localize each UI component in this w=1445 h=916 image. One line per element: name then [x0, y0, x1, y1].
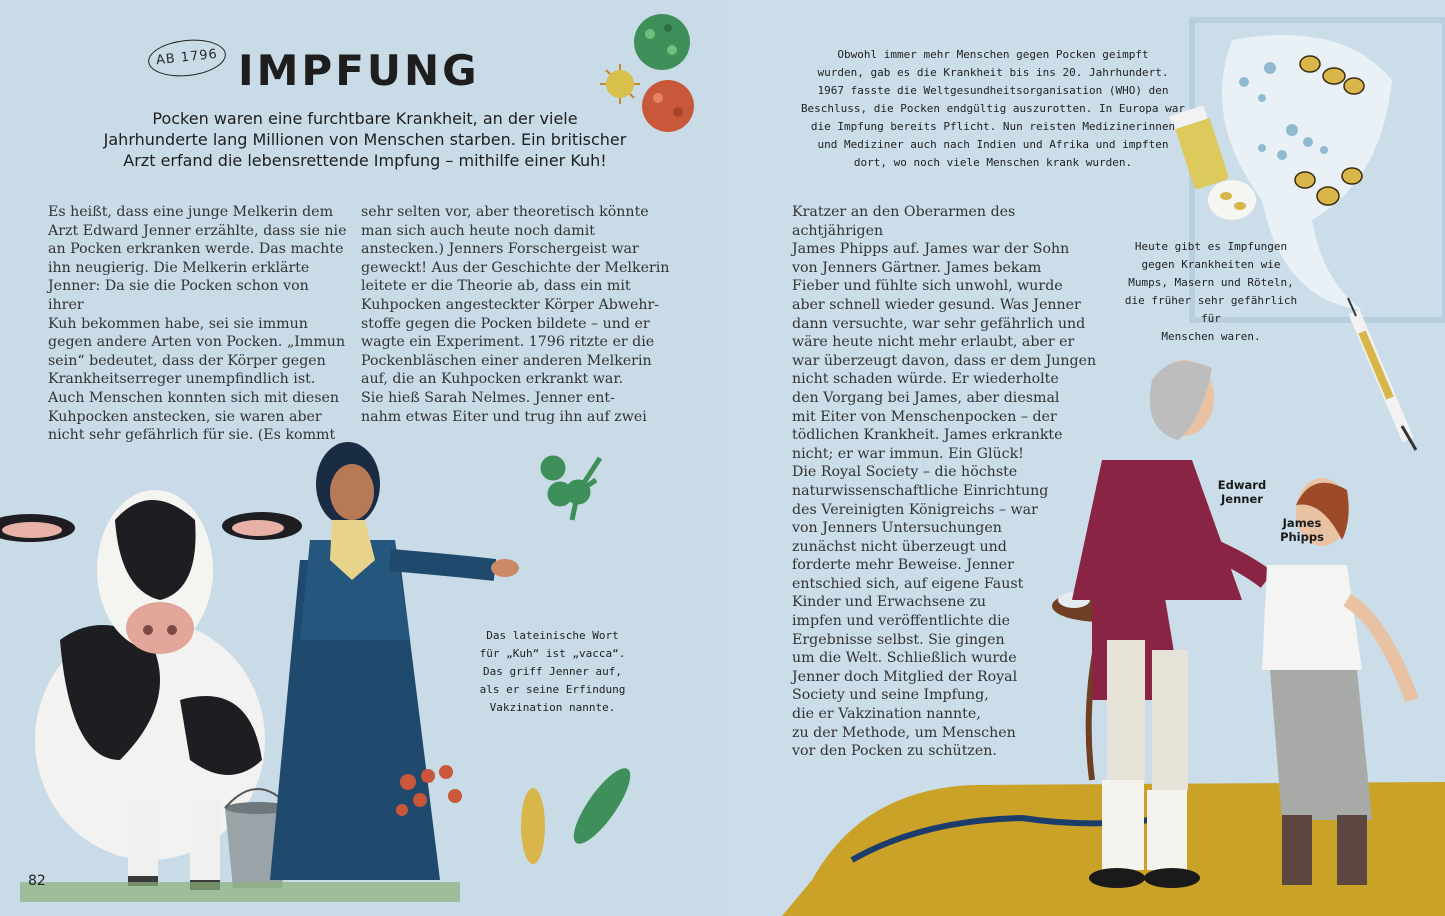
- green-bacterium-icon: [565, 761, 640, 851]
- yellow-bacterium-icon: [521, 788, 545, 864]
- note-who-eradication: Obwohl immer mehr Menschen gegen Pocken geimpft wurden, gab es die Krankheit bis ins 20. Jahrhundert. 1967 fasste die Weltgesundheitsorganisation (WHO) den Beschluss, die Pocken endgültig auszurotten. In Europa war die Impfung bereits Pflicht. Nun reisten Medizinerinnen und Mediziner auch nach Indien und Afrika und impften dort, wo noch viele Menschen krank wurden.: [800, 48, 1186, 169]
- note-vaccines-today: Heute gibt es Impfungen gegen Krankheiten wie Mumps, Masern und Röteln, die früher sehr gefährlich für Menschen waren.: [1124, 240, 1298, 343]
- intro-text: Pocken waren eine furchtbare Krankheit, an der viele Jahrhunderte lang Millionen von Menschen starben. Ein britischer Arzt erfand die lebensrettende Impfung – mithilfe einer Kuh!: [103, 109, 627, 170]
- body-column-2: sehr selten vor, aber theoretisch könnte man sich auch heute noch damit anstecken.) Jenners Forschergeist war geweckt! Aus der Geschichte der Melkerin leitete er die Theorie ab, dass ein mit Kuhpocken angesteckter Körper Abwehr- stoffe gegen die Pocken bildete – und er wagte ein Experiment. 1796 ritzte er die Pockenbläschen einer anderen Melkerin auf, die an Kuhpocken erkrankt war. Sie hieß Sarah Nelmes. Jenner ent- nahm etwas Eiter und trug ihn auf zwei: [361, 204, 670, 425]
- vaccine-dish-icon: [1208, 180, 1256, 220]
- year-badge: AB 1796: [146, 36, 227, 80]
- page-title: IMPFUNG: [238, 46, 480, 95]
- label-edward-jenner: Edward Jenner: [1217, 478, 1267, 506]
- bacteria-cluster-icon: [543, 458, 600, 520]
- right-page: [722, 0, 1445, 916]
- page-number: 82: [28, 873, 46, 889]
- green-virus-icon: [634, 14, 690, 70]
- orange-virus-icon: [642, 80, 694, 132]
- body-column-3: Kratzer an den Oberarmen des achtjährigen James Phipps auf. James war der Sohn von Jenners Gärtner. James bekam Fieber und fühlte sich unwohl, wurde aber schnell wieder gesund. Was Jenner dann versuchte, war sehr gefährlich und wäre heute nicht mehr erlaubt, aber er war überzeugt davon, dass er dem Jungen nicht schaden würde. Er wiederholte den Vorgang bei James, aber diesmal mit Eiter von Menschenpocken – der tödlichen Krankheit. James erkrankte nicht; er war immun. Ein Glück! Die Royal Society – die höchste naturwissenschaftliche Einrichtung des Vereinigten Königreichs – war von Jenners Untersuchungen zunächst nicht überzeugt und forderte mehr Beweise. Jenner entschied sich, auf eigene Faust Kinder und Erwachsene zu impfen und veröffentlichte die Ergebnisse selbst. Sie gingen um die Welt. Schließlich wurde Jenner doch Mitglied der Royal Society und seine Impfung, die er Vakzination nannte, zu der Methode, um Menschen vor den Pocken zu schützen.: [792, 204, 1097, 760]
- grass: [20, 882, 460, 902]
- label-james-phipps: James Phipps: [1280, 516, 1324, 544]
- left-page: [0, 0, 722, 916]
- note-latin-word: Das lateinische Wort für „Kuh“ ist „vacca“. Das griff Jenner auf, als er seine Erfindung Vakzination nannte.: [479, 629, 626, 714]
- body-column-1: Es heißt, dass eine junge Melkerin dem Arzt Edward Jenner erzählte, dass sie nie an Pocken erkranken werde. Das machte ihn neugierig. Die Melkerin erklärte Jenner: Da sie die Pocken schon von ihrer Kuh bekommen habe, sei sie immun gegen andere Arten von Pocken. „Immun sein“ bedeutet, dass der Körper gegen Krankheitserreger unempfindlich ist. Auch Menschen konnten sich mit diesen Kuhpocken anstecken, sie waren aber nicht sehr gefährlich für sie. (Es kommt: [48, 204, 347, 444]
- yellow-virus-icon: [600, 64, 640, 104]
